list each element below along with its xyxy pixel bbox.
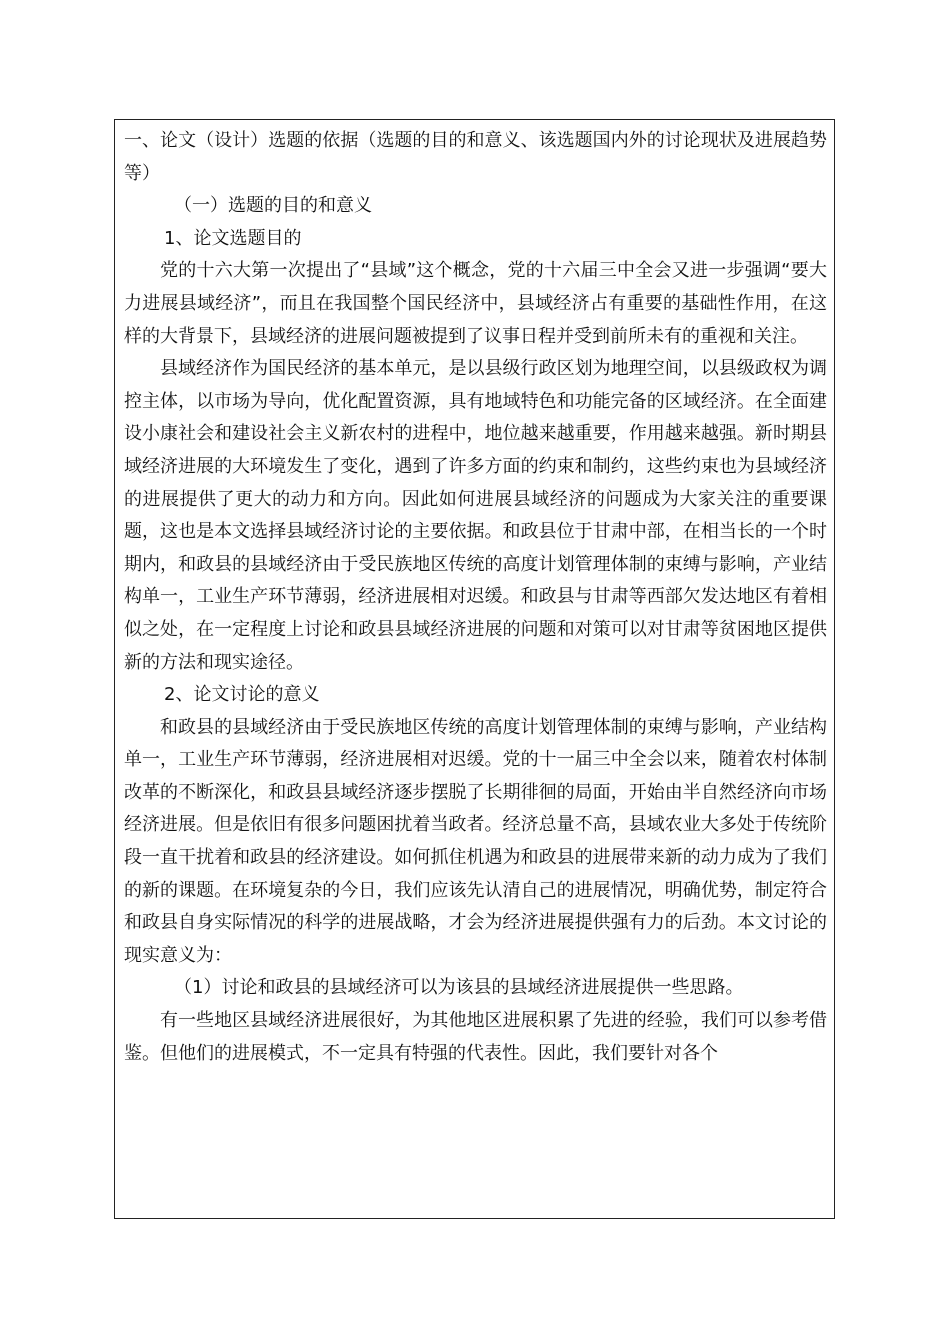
list-item-1: （1）讨论和政县的县域经济可以为该县的县域经济进展提供一些思路。 <box>174 977 744 999</box>
subheading-topic-purpose: 1、论文选题目的 <box>164 227 302 249</box>
paragraph-county-economy: 县域经济作为国民经济的基本单元，是以县级行政区划为地理空间，以县级政权为调控主体，以市场为导向，优化配置资源，具有地域特色和功能完备的区域经济。在全面建设小康社会和建设社会主义新农村的进程中，地位越来越重要，作用越来越强。新时期县域经济进展的大环境发生了变化，遇到了许多方面的约束和制约，这些约束也为县域经济的进展提供了更大的动力和方向。因此如何进展县域经济的问题成为大家关注的重要课题，这也是本文选择县域经济讨论的主要依据。和政县位于甘肃中部，在相当长的一个时期内，和政县的县域经济由于受民族地区传统的高度计划管理体制的束缚与影响，产业结构单一，工业生产环节薄弱，经济进展相对迟缓。和政县与甘肃等西部欠发达地区有着相似之处，在一定程度上讨论和政县县域经济进展的问题和对策可以对甘肃等贫困地区提供新的方法和现实途径。 <box>124 358 827 673</box>
paragraph-experience: 有一些地区县域经济进展很好，为其他地区进展积累了先进的经验，我们可以参考借鉴。但他们的进展模式，不一定具有特强的代表性。因此，我们要针对各个 <box>124 1010 827 1064</box>
document-frame <box>114 119 835 1219</box>
subheading-research-significance: 2、论文讨论的意义 <box>164 684 320 706</box>
paragraph-hezheng-economy: 和政县的县域经济由于受民族地区传统的高度计划管理体制的束缚与影响，产业结构单一，工业生产环节薄弱，经济进展相对迟缓。党的十一届三中全会以来，随着农村体制改革的不断深化，和政县县域经济逐步摆脱了长期徘徊的局面，开始由半自然经济向市场经济进展。但是依旧有很多问题困扰着当政者。经济总量不高，县域农业大多处于传统阶段一直干扰着和政县的经济建设。如何抓住机遇为和政县的进展带来新的动力成为了我们的新的课题。在环境复杂的今日，我们应该先认清自己的进展情况，明确优势，制定符合和政县自身实际情况的科学的进展战略，才会为经济进展提供强有力的后劲。本文讨论的现实意义为： <box>124 716 827 966</box>
paragraph-background: 党的十六大第一次提出了“县域”这个概念，党的十六届三中全会又进一步强调“要大力进展县域经济”，而且在我国整个国民经济中，县域经济占有重要的基础性作用，在这样的大背景下，县域经济的进展问题被提到了议事日程并受到前所未有的重视和关注。 <box>124 260 827 347</box>
section-heading: 一、论文（设计）选题的依据（选题的目的和意义、该选题国内外的讨论现状及进展趋势等） <box>124 130 827 184</box>
subheading-purpose-significance: （一）选题的目的和意义 <box>174 195 372 217</box>
